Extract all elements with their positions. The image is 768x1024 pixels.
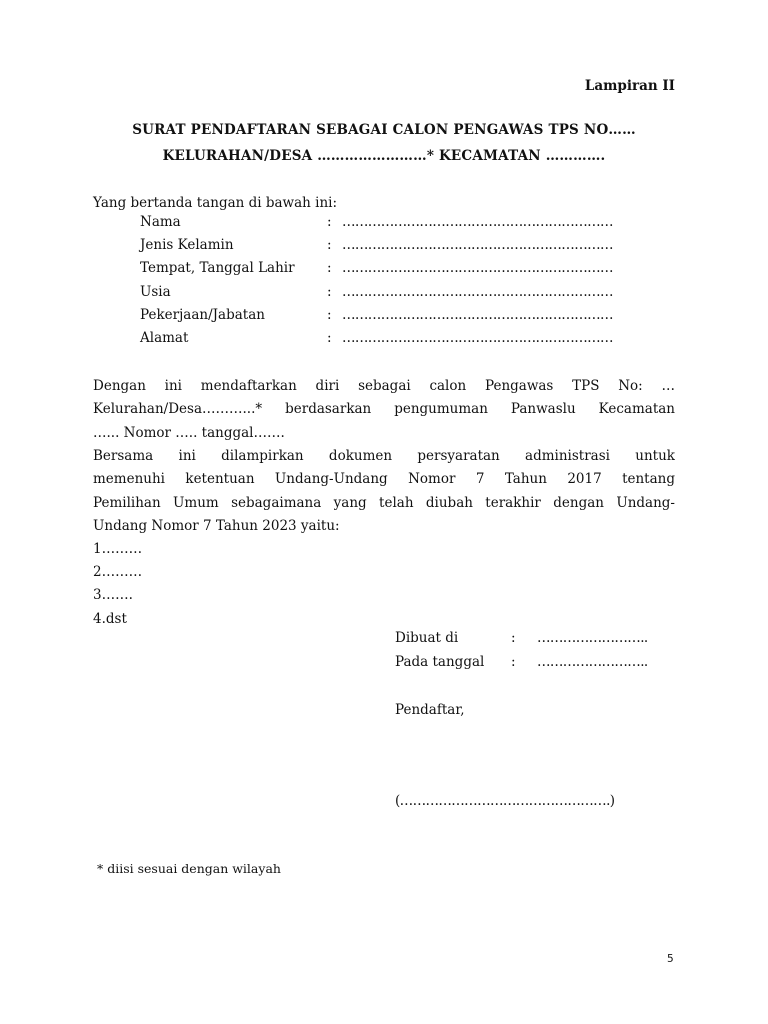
field-label: Tempat, Tanggal Lahir bbox=[140, 260, 295, 277]
field-colon: : bbox=[327, 283, 332, 300]
field-label: Usia bbox=[140, 283, 171, 300]
field-colon: : bbox=[327, 260, 332, 277]
document-title-line2: KELURAHAN/DESA ……………………* KECAMATAN …………. bbox=[162, 148, 606, 164]
field-colon: : bbox=[327, 306, 332, 323]
field-colon: : bbox=[327, 329, 332, 346]
field-label: Dibuat di bbox=[395, 630, 459, 646]
page-number: 5 bbox=[667, 953, 674, 965]
list-item: 3……. bbox=[93, 587, 133, 604]
intro-text: Yang bertanda tangan di bawah ini: bbox=[93, 195, 338, 211]
field-colon: : bbox=[511, 654, 516, 670]
fill-in-blank: ……………………………………………………… bbox=[342, 237, 613, 254]
paragraph-line: Pemilihan Umum sebagaimana yang telah diubah terakhir dengan Undang- bbox=[93, 494, 675, 511]
attachment-label: Lampiran II bbox=[584, 78, 675, 94]
list-item: 4.dst bbox=[93, 610, 127, 627]
field-colon: : bbox=[327, 214, 332, 230]
fill-in-blank: ……………………………………………………… bbox=[342, 329, 613, 346]
paragraph-line: Kelurahan/Desa………...* berdasarkan pengumuman Panwaslu Kecamatan bbox=[93, 401, 675, 418]
field-label: Pada tanggal bbox=[395, 654, 485, 670]
list-item: 2……… bbox=[93, 564, 143, 581]
fill-in-blank: ……………………………………………………… bbox=[342, 306, 613, 323]
signature-name-line: (………………………………………….) bbox=[395, 793, 615, 809]
registrant-label: Pendaftar, bbox=[395, 702, 465, 718]
attachment-paragraph bbox=[93, 445, 675, 539]
field-colon: : bbox=[327, 237, 332, 254]
field-label: Nama bbox=[140, 214, 181, 230]
field-colon: : bbox=[511, 630, 516, 646]
field-label: Pekerjaan/Jabatan bbox=[140, 306, 265, 323]
footnote: * diisi sesuai dengan wilayah bbox=[97, 861, 281, 876]
registration-paragraph bbox=[93, 375, 675, 445]
fill-in-blank: ……………………………………………………… bbox=[342, 283, 613, 300]
fill-in-blank: ……………………………………………………… bbox=[342, 260, 613, 277]
list-item: 1……… bbox=[93, 541, 143, 557]
document-list bbox=[93, 538, 142, 631]
paragraph-line: Dengan ini mendaftarkan diri sebagai calon Pengawas TPS No: … bbox=[93, 378, 675, 394]
paragraph-line: Undang Nomor 7 Tahun 2023 yaitu: bbox=[93, 518, 340, 535]
fill-in-blank: ……………………………………………………… bbox=[342, 214, 613, 230]
document-title-line1: SURAT PENDAFTARAN SEBAGAI CALON PENGAWAS TPS NO…… bbox=[132, 122, 636, 138]
paragraph-line: memenuhi ketentuan Undang-Undang Nomor 7 Tahun 2017 tentang bbox=[93, 471, 675, 488]
fill-in-blank: …………………….. bbox=[537, 630, 648, 646]
field-label: Jenis Kelamin bbox=[140, 237, 234, 254]
fill-in-blank: …………………….. bbox=[537, 654, 648, 670]
paragraph-line: …... Nomor ….. tanggal……. bbox=[93, 424, 285, 441]
paragraph-line: Bersama ini dilampirkan dokumen persyaratan administrasi untuk bbox=[93, 448, 675, 464]
field-label: Alamat bbox=[140, 329, 189, 346]
